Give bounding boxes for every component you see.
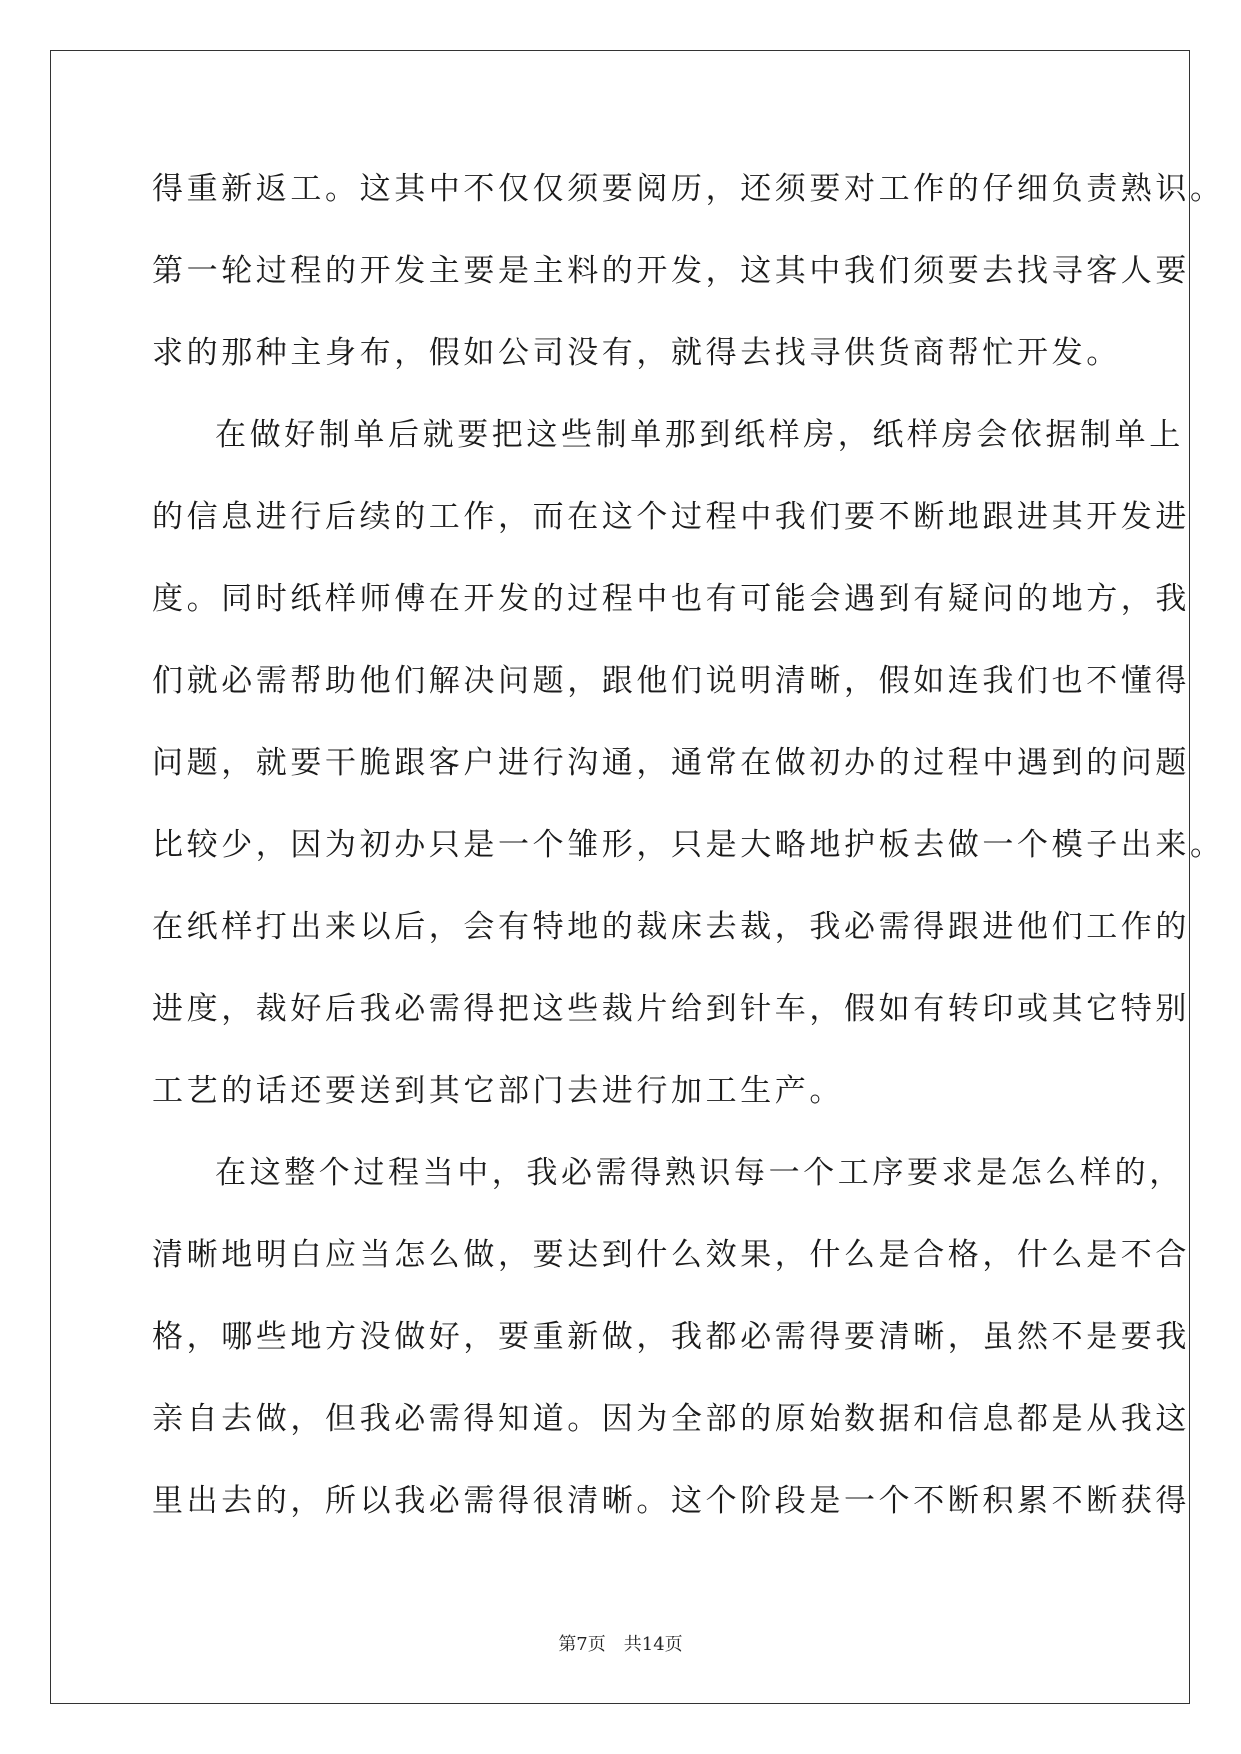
page-number: 第7页 xyxy=(558,1634,606,1655)
page-footer xyxy=(0,1630,1241,1656)
text-line-3: 求的那种主身布，假如公司没有，就得去找寻供货商帮忙开发。 xyxy=(152,335,1121,371)
text-line-6: 度。同时纸样师傅在开发的过程中也有可能会遇到有疑问的地方，我 xyxy=(152,581,1190,617)
document-body xyxy=(152,148,1225,1542)
text-line-11: 进度，裁好后我必需得把这些裁片给到针车，假如有转印或其它特别 xyxy=(152,991,1190,1027)
text-line-14: 清晰地明白应当怎么做，要达到什么效果，什么是合格，什么是不合 xyxy=(152,1237,1190,1273)
text-line-1: 得重新返工。这其中不仅仅须要阅历，还须要对工作的仔细负责熟识。 xyxy=(152,171,1225,207)
text-line-17: 里出去的，所以我必需得很清晰。这个阶段是一个不断积累不断获得 xyxy=(152,1483,1190,1519)
text-line-9: 比较少，因为初办只是一个雏形，只是大略地护板去做一个模子出来。 xyxy=(152,827,1225,863)
text-line-15: 格，哪些地方没做好，要重新做，我都必需得要清晰，虽然不是要我 xyxy=(152,1319,1190,1355)
text-line-2: 第一轮过程的开发主要是主料的开发，这其中我们须要去找寻客人要 xyxy=(152,253,1190,289)
text-line-10: 在纸样打出来以后，会有特地的裁床去裁，我必需得跟进他们工作的 xyxy=(152,909,1190,945)
total-pages: 共14页 xyxy=(623,1634,683,1655)
text-line-8: 问题，就要干脆跟客户进行沟通，通常在做初办的过程中遇到的问题 xyxy=(152,745,1190,781)
text-line-12: 工艺的话还要送到其它部门去进行加工生产。 xyxy=(152,1073,844,1109)
text-line-16: 亲自去做，但我必需得知道。因为全部的原始数据和信息都是从我这 xyxy=(152,1401,1190,1437)
text-line-13: 在这整个过程当中，我必需得熟识每一个工序要求是怎么样的， xyxy=(215,1155,1184,1191)
text-line-7: 们就必需帮助他们解决问题，跟他们说明清晰，假如连我们也不懂得 xyxy=(152,663,1190,699)
text-line-5: 的信息进行后续的工作，而在这个过程中我们要不断地跟进其开发进 xyxy=(152,499,1190,535)
text-line-4: 在做好制单后就要把这些制单那到纸样房，纸样房会依据制单上 xyxy=(215,417,1184,453)
